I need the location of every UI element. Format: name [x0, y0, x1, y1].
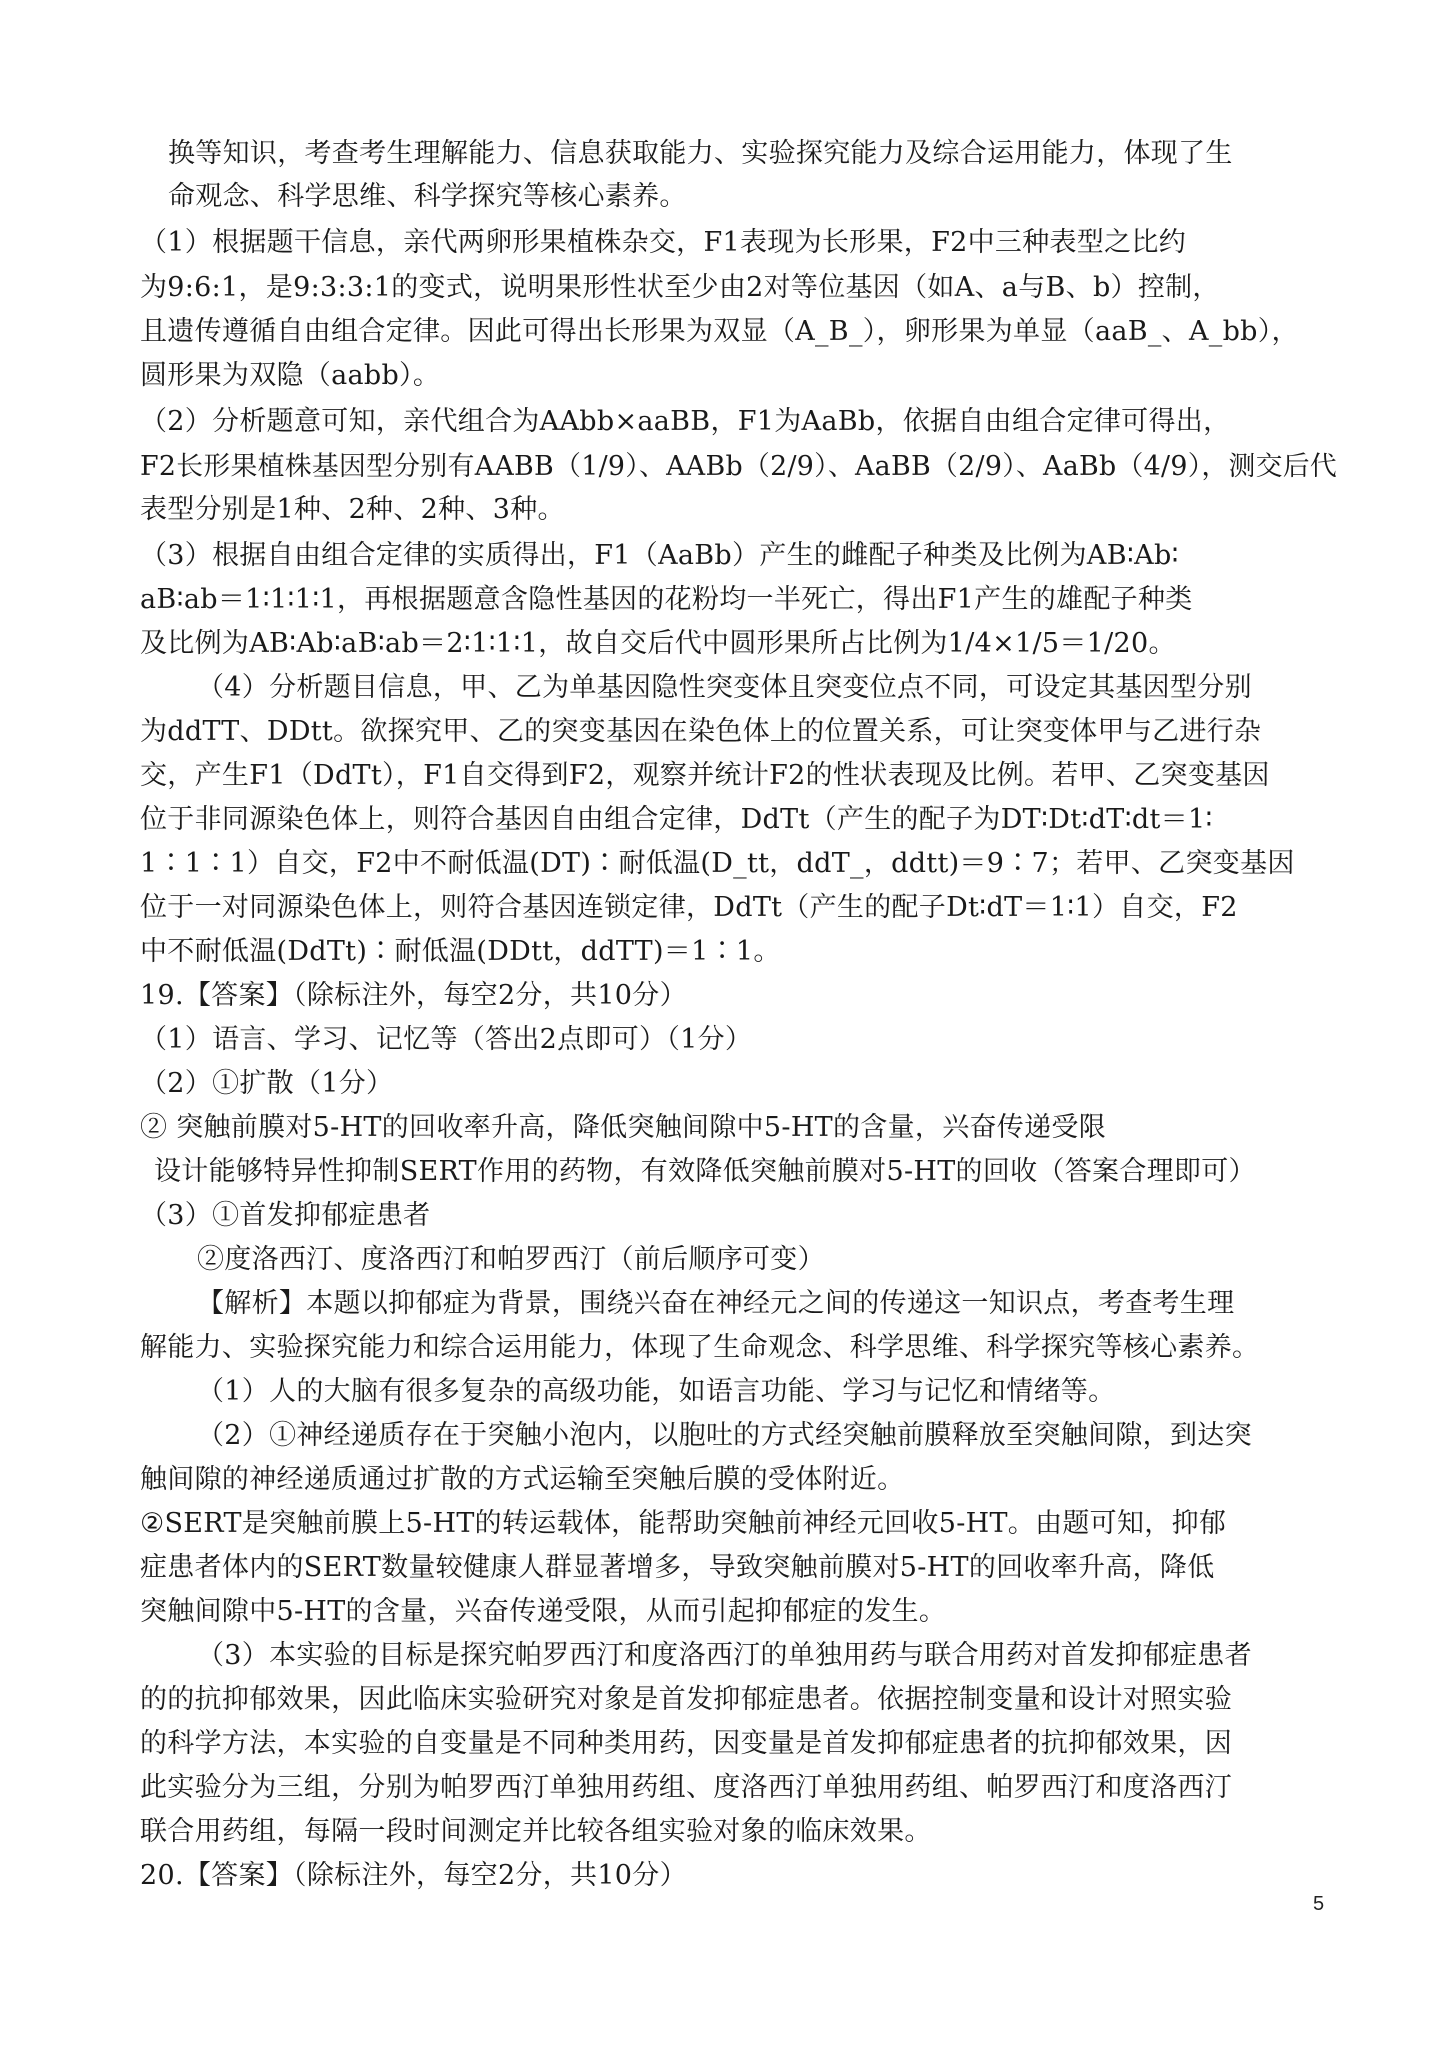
answer-heading-19: 19.【答案】（除标注外，每空2分，共10分） — [140, 980, 687, 1011]
text-line: （2）①扩散（1分） — [140, 1068, 394, 1099]
text-line: ② 突触前膜对5-HT的回收率升高，降低突触间隙中5-HT的含量，兴奋传递受限 — [140, 1112, 1106, 1143]
text-line: 为9:6:1，是9:3:3:1的变式，说明果形性状至少由2对等位基因（如A、a与B、b）控制， — [140, 272, 1220, 303]
text-line: 位于一对同源染色体上，则符合基因连锁定律，DdTt（产生的配子Dt∶dT＝1∶1）自交，F2 — [140, 892, 1238, 923]
text-line: 换等知识，考查考生理解能力、信息获取能力、实验探究能力及综合运用能力，体现了生 — [168, 138, 1233, 169]
text-line: 命观念、科学思维、科学探究等核心素养。 — [168, 181, 687, 212]
text-line: 及比例为AB∶Ab∶aB∶ab＝2∶1∶1∶1，故自交后代中圆形果所占比例为1/4×1/5＝1/20。 — [140, 628, 1176, 659]
text-line: 此实验分为三组，分别为帕罗西汀单独用药组、度洛西汀单独用药组、帕罗西汀和度洛西汀 — [140, 1772, 1232, 1803]
text-line: （1）根据题干信息，亲代两卵形果植株杂交，F1表现为长形果，F2中三种表型之比约 — [140, 227, 1187, 258]
text-line: （2）分析题意可知，亲代组合为AAbb×aaBB，F1为AaBb，依据自由组合定律可得出， — [140, 406, 1231, 437]
text-line: （1）语言、学习、记忆等（答出2点即可）（1分） — [140, 1024, 753, 1055]
text-line: aB∶ab＝1∶1∶1∶1，再根据题意含隐性基因的花粉均一半死亡，得出F1产生的雄配子种类 — [140, 584, 1193, 615]
text-line: 联合用药组，每隔一段时间测定并比较各组实验对象的临床效果。 — [140, 1816, 932, 1847]
text-line: 解能力、实验探究能力和综合运用能力，体现了生命观念、科学思维、科学探究等核心素养。 — [140, 1332, 1260, 1363]
text-line: 中不耐低温(DdTt)∶耐低温(DDtt，ddTT)＝1∶1。 — [140, 936, 781, 967]
text-line: 交，产生F1（DdTt），F1自交得到F2，观察并统计F2的性状表现及比例。若甲、乙突变基因 — [140, 760, 1270, 791]
text-line: 突触间隙中5-HT的含量，兴奋传递受限，从而引起抑郁症的发生。 — [140, 1596, 947, 1627]
analysis-heading-19: 【解析】本题以抑郁症为背景，围绕兴奋在神经元之间的传递这一知识点，考查考生理 — [197, 1288, 1235, 1319]
text-line: F2长形果植株基因型分别有AABB（1/9）、AABb（2/9）、AaBB（2/9）、AaBb（4/9），测交后代 — [140, 451, 1338, 482]
text-line: （3）本实验的目标是探究帕罗西汀和度洛西汀的单独用药与联合用药对首发抑郁症患者 — [197, 1640, 1252, 1671]
text-line: 为ddTT、DDtt。欲探究甲、乙的突变基因在染色体上的位置关系，可让突变体甲与乙进行杂 — [140, 716, 1262, 747]
text-line: （3）根据自由组合定律的实质得出，F1（AaBb）产生的雌配子种类及比例为AB∶Ab∶ — [140, 540, 1179, 571]
text-line: 症患者体内的SERT数量较健康人群显著增多，导致突触前膜对5-HT的回收率升高，降低 — [140, 1552, 1215, 1583]
text-line: 设计能够特异性抑制SERT作用的药物，有效降低突触前膜对5-HT的回收（答案合理即可） — [154, 1156, 1256, 1187]
text-line: 位于非同源染色体上，则符合基因自由组合定律，DdTt（产生的配子为DT∶Dt∶dT∶dt＝1∶ — [140, 804, 1213, 835]
text-line: 且遗传遵循自由组合定律。因此可得出长形果为双显（A_B_），卵形果为单显（aaB_、A_bb）， — [140, 316, 1299, 347]
text-line: （4）分析题目信息，甲、乙为单基因隐性突变体且突变位点不同，可设定其基因型分别 — [197, 672, 1252, 703]
text-line: ②度洛西汀、度洛西汀和帕罗西汀（前后顺序可变） — [197, 1244, 825, 1275]
text-line: 1∶1∶1）自交，F2中不耐低温(DT)∶耐低温(D_tt，ddT_，ddtt)＝9∶7；若甲、乙突变基因 — [140, 848, 1295, 879]
answer-heading-20: 20.【答案】（除标注外，每空2分，共10分） — [140, 1860, 687, 1891]
text-line: 表型分别是1种、2种、2种、3种。 — [140, 494, 565, 525]
text-line: （2）①神经递质存在于突触小泡内，以胞吐的方式经突触前膜释放至突触间隙，到达突 — [197, 1420, 1252, 1451]
text-line: 的的抗抑郁效果，因此临床实验研究对象是首发抑郁症患者。依据控制变量和设计对照实验 — [140, 1684, 1232, 1715]
text-line: 圆形果为双隐（aabb）。 — [140, 360, 441, 391]
text-line: ②SERT是突触前膜上5-HT的转运载体，能帮助突触前神经元回收5-HT。由题可知，抑郁 — [140, 1508, 1227, 1539]
text-line: （3）①首发抑郁症患者 — [140, 1200, 431, 1231]
text-line: （1）人的大脑有很多复杂的高级功能，如语言功能、学习与记忆和情绪等。 — [197, 1376, 1116, 1407]
text-line: 的科学方法，本实验的自变量是不同种类用药，因变量是首发抑郁症患者的抗抑郁效果，因 — [140, 1728, 1232, 1759]
page-number: 5 — [1313, 1893, 1325, 1915]
text-line: 触间隙的神经递质通过扩散的方式运输至突触后膜的受体附近。 — [140, 1464, 905, 1495]
